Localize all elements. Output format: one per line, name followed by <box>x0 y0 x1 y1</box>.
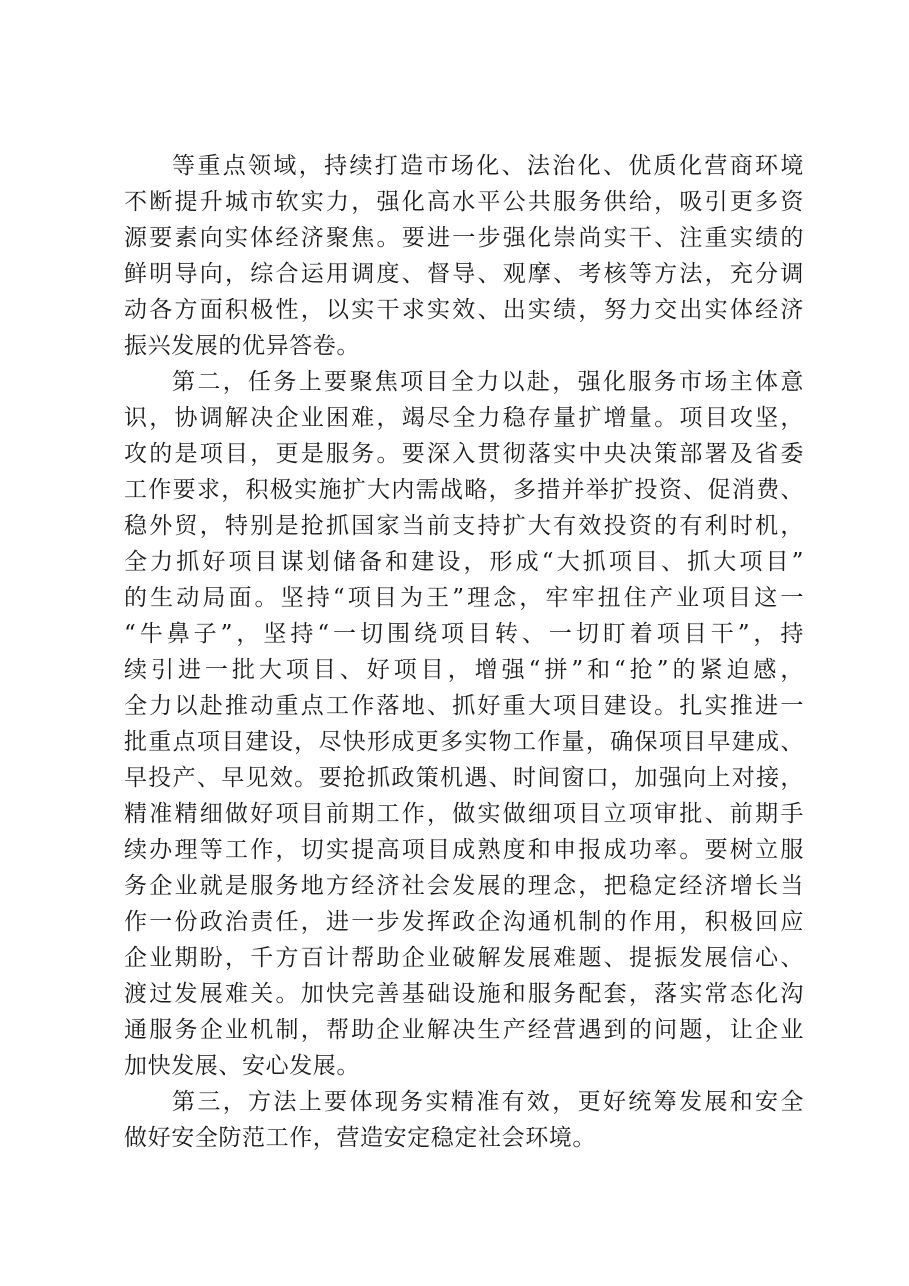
text-line: 第二，任务上要聚焦项目全力以赴，强化服务市场主体意 <box>172 369 804 395</box>
text-line: 工作要求，积极实施扩大内需战略，多措并举扩投资、促消费、 <box>124 477 804 503</box>
text-line: 批重点项目建设，尽快形成更多实物工作量，确保项目早建成、 <box>124 729 804 755</box>
text-line: 稳外贸，特别是抢抓国家当前支持扩大有效投资的有利时机， <box>124 513 804 539</box>
text-line: 精准精细做好项目前期工作，做实做细项目立项审批、前期手 <box>124 801 804 827</box>
text-line: 振兴发展的优异答卷。 <box>124 333 360 359</box>
text-line: 加快发展、安心发展。 <box>124 1053 360 1079</box>
text-line: 不断提升城市软实力，强化高水平公共服务供给，吸引更多资 <box>124 189 804 215</box>
text-line: 早投产、早见效。要抢抓政策机遇、时间窗口，加强向上对接， <box>124 765 804 791</box>
text-line: 源要素向实体经济聚焦。要进一步强化崇尚实干、注重实绩的 <box>124 225 804 251</box>
text-line: 作一份政治责任，进一步发挥政企沟通机制的作用，积极回应 <box>124 909 804 935</box>
text-line: 动各方面积极性，以实干求实效、出实绩，努力交出实体经济 <box>124 297 804 323</box>
text-line: “牛鼻子”，坚持“一切围绕项目转、一切盯着项目干”，持 <box>124 621 804 647</box>
text-line: 续引进一批大项目、好项目，增强“拼”和“抢”的紧迫感， <box>124 657 804 683</box>
text-line: 续办理等工作，切实提高项目成熟度和申报成功率。要树立服 <box>124 837 804 863</box>
text-line: 鲜明导向，综合运用调度、督导、观摩、考核等方法，充分调 <box>124 261 804 287</box>
text-line: 做好安全防范工作，营造安定稳定社会环境。 <box>124 1125 596 1151</box>
text-line: 务企业就是服务地方经济社会发展的理念，把稳定经济增长当 <box>124 873 804 899</box>
text-line: 第三，方法上要体现务实精准有效，更好统筹发展和安全 <box>172 1089 804 1115</box>
paragraph-1 <box>124 148 804 364</box>
paragraph-3 <box>124 1084 804 1156</box>
text-line: 通服务企业机制，帮助企业解决生产经营遇到的问题，让企业 <box>124 1017 804 1043</box>
text-line: 全力以赴推动重点工作落地、抓好重大项目建设。扎实推进一 <box>124 693 804 719</box>
text-line: 识，协调解决企业困难，竭尽全力稳存量扩增量。项目攻坚， <box>124 405 804 431</box>
paragraph-2 <box>124 364 804 1084</box>
text-line: 企业期盼，千方百计帮助企业破解发展难题、提振发展信心、 <box>124 945 804 971</box>
text-line: 等重点领域，持续打造市场化、法治化、优质化营商环境 <box>172 153 804 179</box>
text-line: 全力抓好项目谋划储备和建设，形成“大抓项目、抓大项目” <box>124 549 804 575</box>
document-body <box>124 148 804 1156</box>
text-line: 的生动局面。坚持“项目为王”理念，牢牢扭住产业项目这一 <box>124 585 804 611</box>
text-line: 渡过发展难关。加快完善基础设施和服务配套，落实常态化沟 <box>124 981 804 1007</box>
text-line: 攻的是项目，更是服务。要深入贯彻落实中央决策部署及省委 <box>124 441 804 467</box>
